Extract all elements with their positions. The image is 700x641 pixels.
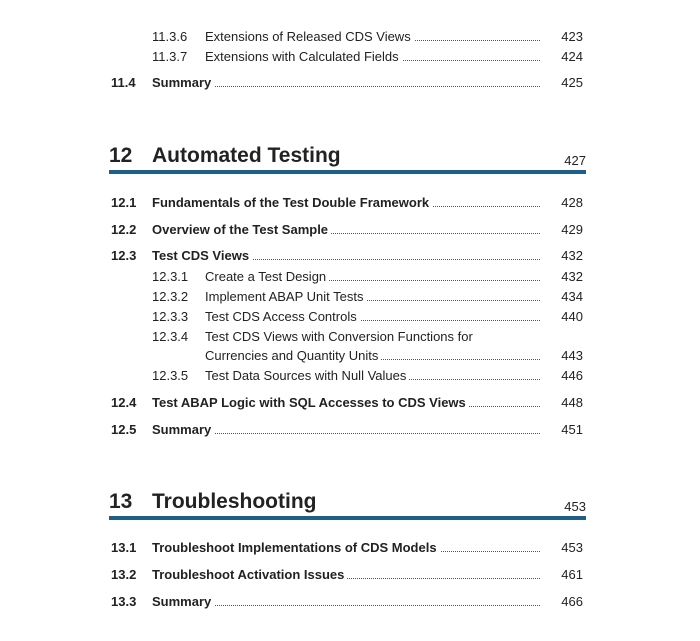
toc-entry[interactable]	[0, 420, 700, 440]
entry-number: 12.5	[111, 422, 137, 437]
entry-number: 12.3.5	[152, 368, 189, 383]
entry-title: Extensions of Released CDS Views	[205, 27, 414, 47]
entry-title: Test ABAP Logic with SQL Accesses to CDS Views	[152, 393, 469, 413]
entry-number: 12.3.4	[152, 329, 189, 344]
toc-entry[interactable]	[0, 267, 700, 287]
entry-title: Test Data Sources with Null Values	[205, 366, 409, 386]
entry-page: 429	[561, 222, 583, 237]
entry-number: 12.2	[111, 222, 137, 237]
entry-number: 13.3	[111, 594, 137, 609]
chapter-number: 13	[109, 490, 133, 513]
toc-entry[interactable]	[0, 393, 700, 413]
toc-entry[interactable]	[0, 246, 700, 266]
chapter-number: 12	[109, 144, 133, 167]
entry-page: 440	[561, 309, 583, 324]
entry-title-line-1: Test CDS Views with Conversion Functions for	[205, 327, 473, 347]
entry-page: 434	[561, 289, 583, 304]
entry-page: 428	[561, 195, 583, 210]
toc-entry[interactable]	[0, 565, 700, 585]
entry-page: 424	[561, 49, 583, 64]
toc-entry[interactable]	[0, 73, 700, 93]
entry-title: Troubleshoot Activation Issues	[152, 565, 347, 585]
entry-page: 446	[561, 368, 583, 383]
toc-entry[interactable]	[0, 538, 700, 558]
entry-page: 448	[561, 395, 583, 410]
toc-entry-continuation[interactable]	[0, 346, 700, 366]
entry-page: 432	[561, 248, 583, 263]
chapter-title: Automated Testing	[152, 144, 341, 167]
entry-title: Create a Test Design	[205, 267, 329, 287]
entry-title: Troubleshoot Implementations of CDS Models	[152, 538, 440, 558]
entry-title: Summary	[152, 592, 214, 612]
toc-entry[interactable]	[0, 327, 700, 347]
entry-page: 466	[561, 594, 583, 609]
toc-entry[interactable]	[0, 592, 700, 612]
chapter-page: 427	[564, 153, 586, 168]
toc-entry[interactable]	[0, 366, 700, 386]
entry-number: 11.3.7	[152, 49, 188, 64]
entry-page: 443	[561, 348, 583, 363]
entry-title: Test CDS Access Controls	[205, 307, 360, 327]
entry-title-line-2: Currencies and Quantity Units	[205, 346, 381, 366]
toc-entry[interactable]	[0, 287, 700, 307]
toc-entry[interactable]	[0, 307, 700, 327]
entry-page: 425	[561, 75, 583, 90]
entry-page: 453	[561, 540, 583, 555]
entry-number: 12.3.2	[152, 289, 189, 304]
entry-title: Summary	[152, 420, 214, 440]
entry-number: 11.3.6	[152, 29, 188, 44]
entry-page: 451	[561, 422, 583, 437]
entry-page: 423	[561, 29, 583, 44]
entry-title: Overview of the Test Sample	[152, 220, 331, 240]
chapter-heading[interactable]	[109, 144, 586, 174]
entry-number: 13.1	[111, 540, 137, 555]
chapter-title: Troubleshooting	[152, 490, 317, 513]
entry-title: Test CDS Views	[152, 246, 252, 266]
entry-title: Implement ABAP Unit Tests	[205, 287, 366, 307]
entry-number: 11.4	[111, 75, 136, 90]
entry-number: 12.3.3	[152, 309, 189, 324]
entry-page: 461	[561, 567, 583, 582]
entry-number: 13.2	[111, 567, 137, 582]
toc-entry[interactable]	[0, 47, 700, 67]
entry-number: 12.3.1	[152, 269, 189, 284]
entry-title: Extensions with Calculated Fields	[205, 47, 402, 67]
chapter-heading[interactable]	[109, 490, 586, 520]
toc-entry[interactable]	[0, 27, 700, 47]
entry-number: 12.4	[111, 395, 137, 410]
toc-entry[interactable]	[0, 220, 700, 240]
entry-number: 12.3	[111, 248, 137, 263]
entry-page: 432	[561, 269, 583, 284]
chapter-rule	[109, 516, 586, 520]
entry-title: Summary	[152, 73, 214, 93]
toc-entry[interactable]	[0, 193, 700, 213]
chapter-rule	[109, 170, 586, 174]
entry-number: 12.1	[111, 195, 137, 210]
chapter-page: 453	[564, 499, 586, 514]
entry-title: Fundamentals of the Test Double Framework	[152, 193, 432, 213]
